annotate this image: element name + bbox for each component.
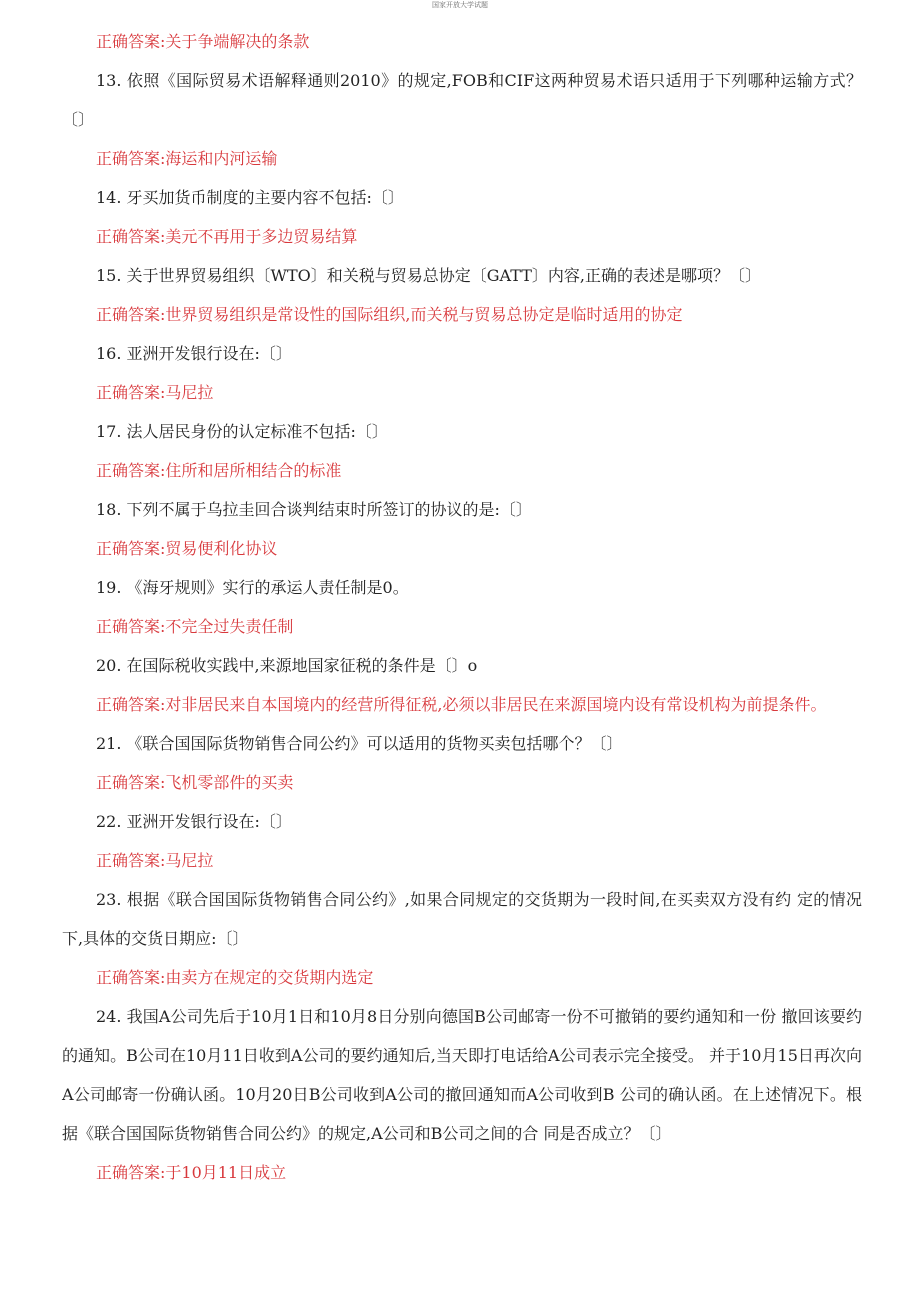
answer-18: 正确答案:贸易便利化协议 xyxy=(96,539,278,558)
question-19: 19. 《海牙规则》实行的承运人责任制是0。 xyxy=(96,578,409,597)
question-23: 23. 根据《联合国国际货物销售合同公约》,如果合同规定的交货期为一段时间,在买卖双方没有约 定的情况下,具体的交货日期应:〔〕 xyxy=(62,890,862,948)
question-24: 24. 我国A公司先后于10月1日和10月8日分别向德国B公司邮寄一份不可撤销的要约通知和一份 撤回该要约的通知。B公司在10月11日收到A公司的要约通知后,当天即打电话给A公司表示完全接受。 并于10月15日再次向A公司邮寄一份确认函。10月20日B公司收到A公司的撤回通知而A公司收到B 公司的确认函。在上述情况下。根据《联合国国际货物销售合同公约》的规定,A公司和B公司之间的合 同是否成立？〔〕 xyxy=(62,1007,862,1143)
answer-13: 正确答案:海运和内河运输 xyxy=(96,149,278,168)
question-21: 21. 《联合国国际货物销售合同公约》可以适用的货物买卖包括哪个？〔〕 xyxy=(96,734,623,753)
answer-16: 正确答案:马尼拉 xyxy=(96,383,214,402)
answer-20: 正确答案:对非居民来自本国境内的经营所得征税,必须以非居民在来源国境内设有常设机构为前提条件。 xyxy=(96,695,827,714)
answer-17: 正确答案:住所和居所相结合的标准 xyxy=(96,461,342,480)
question-16: 16. 亚洲开发银行设在:〔〕 xyxy=(96,344,292,363)
answer-22: 正确答案:马尼拉 xyxy=(96,851,214,870)
answer-12: 正确答案:关于争端解决的条款 xyxy=(96,32,310,51)
question-14: 14. 牙买加货币制度的主要内容不包括:〔〕 xyxy=(96,188,404,207)
answer-14: 正确答案:美元不再用于多边贸易结算 xyxy=(96,227,358,246)
page-header: 国家开放大学试题 xyxy=(432,1,488,9)
answer-23: 正确答案:由卖方在规定的交货期内选定 xyxy=(96,968,374,987)
answer-19: 正确答案:不完全过失责任制 xyxy=(96,617,294,636)
question-22: 22. 亚洲开发银行设在:〔〕 xyxy=(96,812,292,831)
question-17: 17. 法人居民身份的认定标准不包括:〔〕 xyxy=(96,422,388,441)
answer-21: 正确答案:飞机零部件的买卖 xyxy=(96,773,294,792)
document-body xyxy=(62,22,862,1192)
question-18: 18. 下列不属于乌拉圭回合谈判结束时所签订的协议的是:〔〕 xyxy=(96,500,532,519)
question-15: 15. 关于世界贸易组织〔WTO〕和关税与贸易总协定〔GATT〕内容,正确的表述是哪项？〔〕 xyxy=(96,266,761,285)
answer-24: 正确答案:于10月11日成立 xyxy=(96,1163,287,1182)
question-13: 13. 依照《国际贸易术语解释通则2010》的规定,FOB和CIF这两种贸易术语只适用于下列哪种运输方式？〔〕 xyxy=(62,71,862,129)
answer-15: 正确答案:世界贸易组织是常设性的国际组织,而关税与贸易总协定是临时适用的协定 xyxy=(96,305,683,324)
question-20: 20. 在国际税收实践中,来源地国家征税的条件是〔〕o xyxy=(96,656,478,675)
